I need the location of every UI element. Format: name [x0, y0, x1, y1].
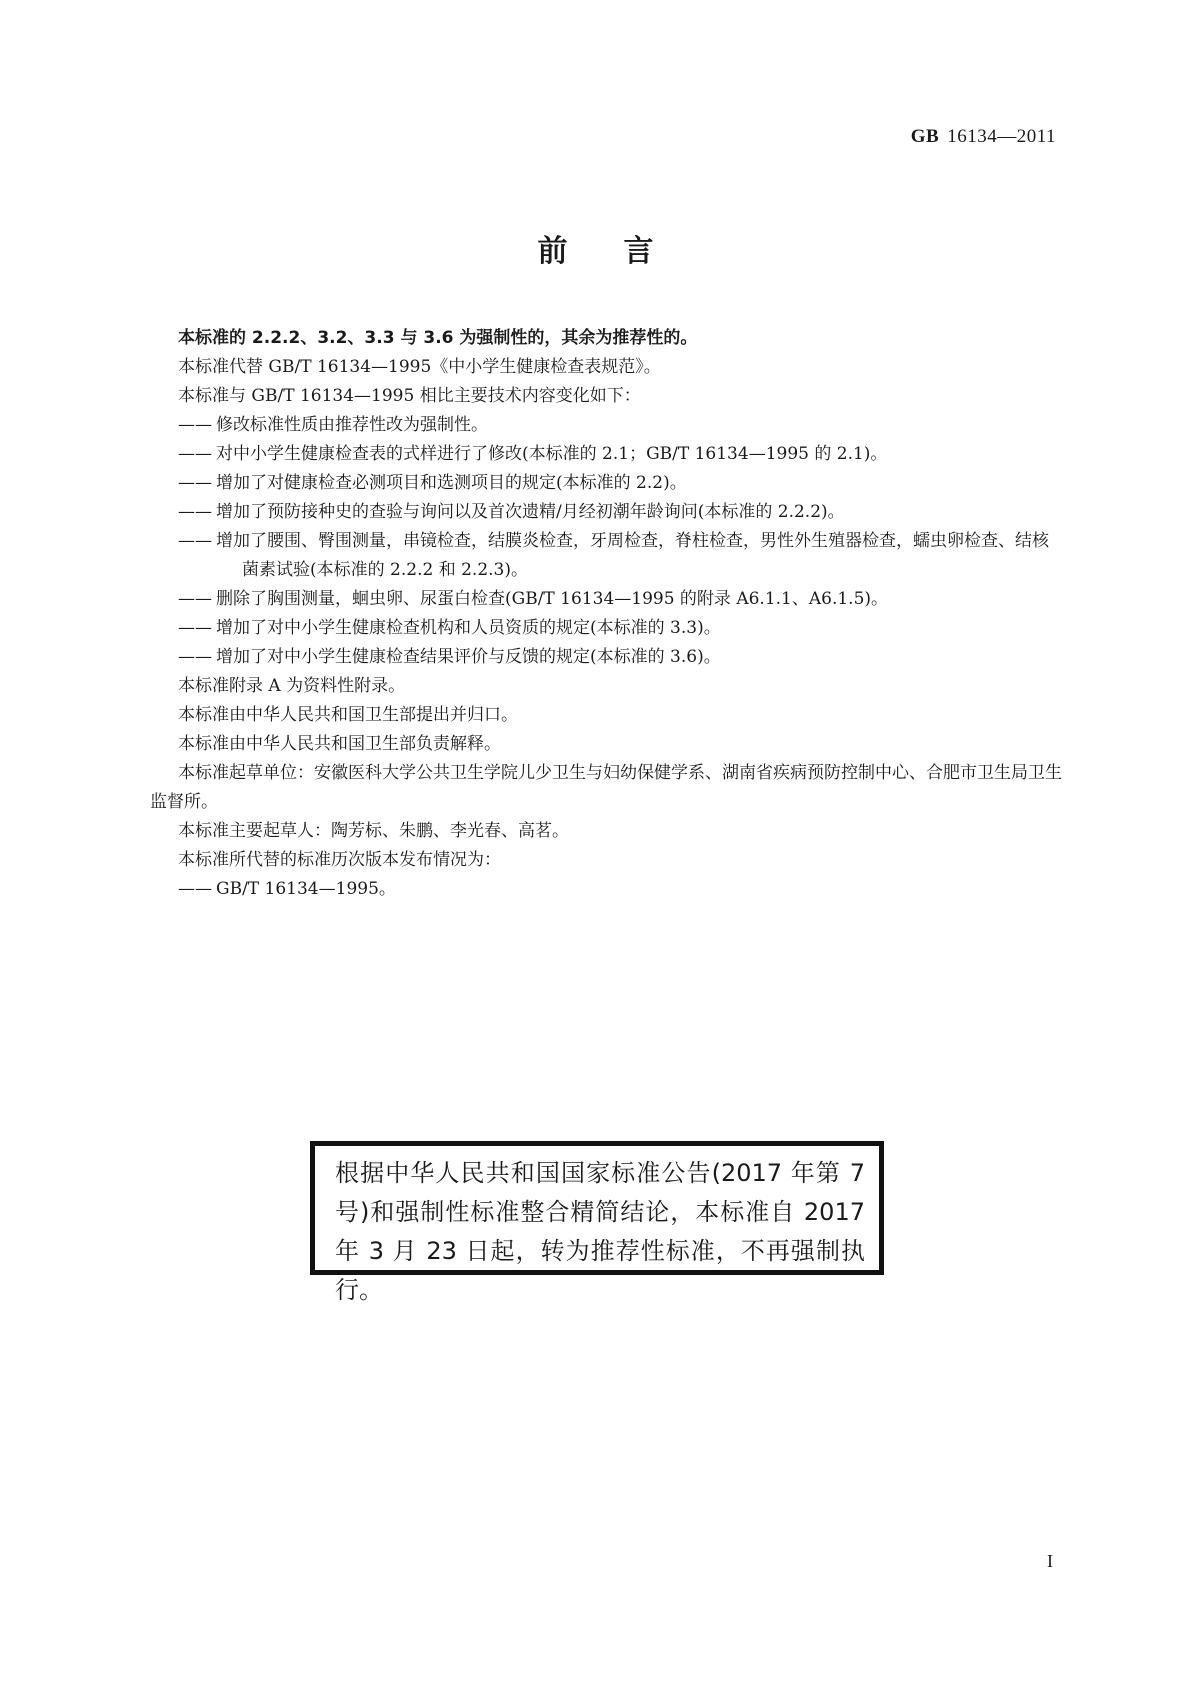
dash-marker: ——: [178, 502, 212, 522]
dash-marker: ——: [178, 473, 212, 493]
proposer-statement: 本标准由中华人民共和国卫生部提出并归口。: [178, 705, 518, 725]
status-notice-box: 根据中华人民共和国国家标准公告(2017 年第 7 号)和强制性标准整合精简结论，本标准自 2017 年 3 月 23 日起，转为推荐性标准，不再强制执行。: [310, 1141, 884, 1275]
standard-number: 16134—2011: [947, 126, 1056, 147]
dash-marker: ——: [178, 444, 212, 464]
dash-marker: ——: [178, 647, 212, 667]
change-item: —— 增加了对中小学生健康检查结果评价与反馈的规定(本标准的 3.6)。: [178, 643, 1063, 672]
history-intro: 本标准所代替的标准历次版本发布情况为：: [178, 850, 501, 870]
standard-prefix: GB: [910, 126, 940, 147]
change-item: —— 增加了对中小学生健康检查机构和人员资质的规定(本标准的 3.3)。: [178, 614, 1063, 643]
changes-intro: 本标准与 GB/T 16134—1995 相比主要技术内容变化如下：: [178, 386, 641, 406]
foreword-body: [150, 324, 1063, 904]
dash-marker: ——: [178, 879, 212, 899]
dash-marker: ——: [178, 531, 212, 551]
change-item: —— 增加了预防接种史的查验与询问以及首次遗精/月经初潮年龄询问(本标准的 2.2.2)。: [178, 498, 1063, 527]
history-item: —— GB/T 16134—1995。: [178, 875, 1063, 904]
dash-marker: ——: [178, 589, 212, 609]
dash-marker: ——: [178, 415, 212, 435]
change-item: —— 修改标准性质由推荐性改为强制性。: [178, 411, 1063, 440]
change-item: —— 增加了对健康检查必测项目和选测项目的规定(本标准的 2.2)。: [178, 469, 1063, 498]
change-item: —— 对中小学生健康检查表的式样进行了修改(本标准的 2.1；GB/T 16134—1995 的 2.1)。: [178, 440, 1063, 469]
change-item: —— 增加了腰围、臀围测量，串镜检查，结膜炎检查，牙周检查，脊柱检查，男性外生殖器检查，蠕虫卵检查、结核菌素试验(本标准的 2.2.2 和 2.2.3)。: [178, 527, 1063, 585]
interpretation-statement: 本标准由中华人民共和国卫生部负责解释。: [178, 734, 501, 754]
dash-marker: ——: [178, 618, 212, 638]
page-number: I: [1047, 1551, 1053, 1571]
drafters: 本标准主要起草人：陶芳标、朱鹏、李光春、高茗。: [178, 821, 569, 841]
change-item: —— 删除了胸围测量，蛔虫卵、尿蛋白检查(GB/T 16134—1995 的附录 A6.1.1、A6.1.5)。: [178, 585, 1063, 614]
annex-statement: 本标准附录 A 为资料性附录。: [178, 676, 406, 696]
mandatory-clause-statement: 本标准的 2.2.2、3.2、3.3 与 3.6 为强制性的，其余为推荐性的。: [178, 328, 698, 348]
page-title: 前言: [537, 234, 710, 269]
standard-code: [911, 126, 1056, 148]
drafting-units: 本标准起草单位：安徽医科大学公共卫生学院儿少卫生与妇幼保健学系、湖南省疾病预防控制中心、合肥市卫生局卫生监督所。: [150, 763, 1062, 812]
replacement-statement: 本标准代替 GB/T 16134—1995《中小学生健康检查表规范》。: [178, 357, 661, 377]
